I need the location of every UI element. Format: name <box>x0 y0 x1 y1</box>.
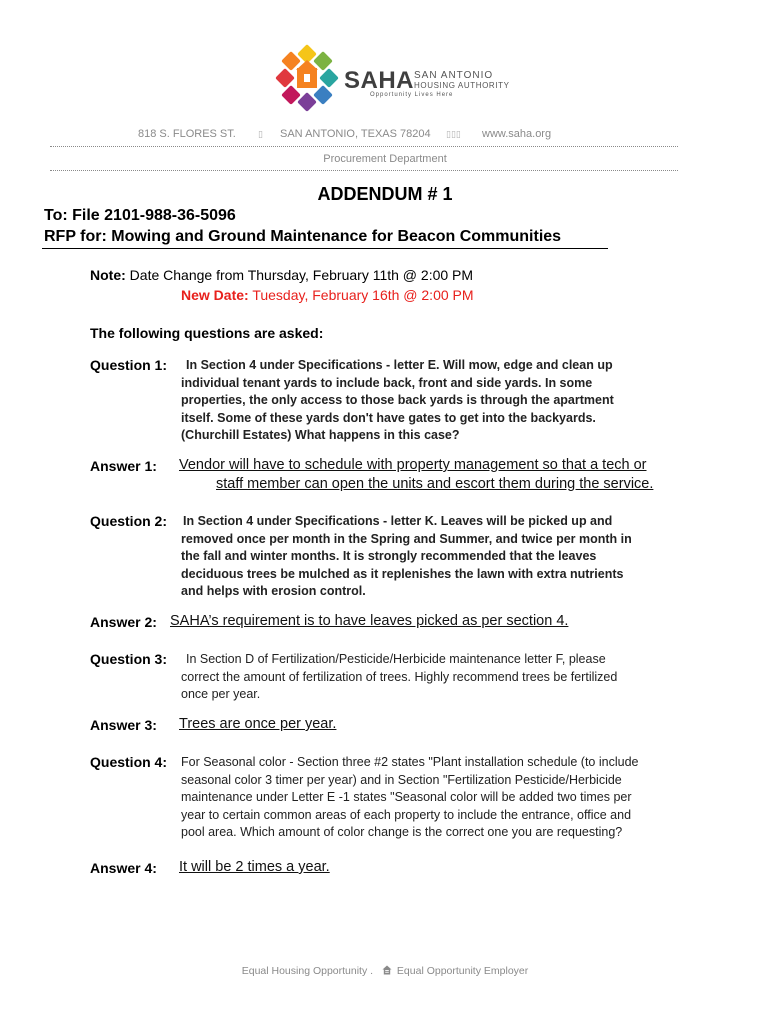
question-4-label: Question 4: <box>90 754 168 770</box>
street-address: 818 S. FLORES ST. <box>138 128 236 140</box>
question-2-line-5: and helps with erosion control. <box>181 584 366 598</box>
divider-top <box>50 146 678 147</box>
equal-opportunity-text: Equal Opportunity Employer <box>396 965 529 977</box>
answer-1-line-1: Vendor will have to schedule with property management so that a tech or <box>179 457 647 473</box>
equal-housing-icon <box>382 965 392 975</box>
answer-3-text: Trees are once per year. <box>179 716 337 732</box>
file-number: To: File 2101-988-36-5096 <box>44 207 236 224</box>
new-date-label: New Date: <box>181 287 249 303</box>
question-2-label: Question 2: <box>90 513 168 529</box>
question-3-line-1: In Section D of Fertilization/Pesticide/Herbicide maintenance letter F, please <box>186 652 606 666</box>
note-line <box>90 267 473 283</box>
website-link[interactable]: www.saha.org <box>482 128 552 140</box>
question-1-line-4: itself. Some of these yards don't have gates to get into the backyards. <box>181 410 596 425</box>
question-3-line-3: once per year. <box>181 687 261 701</box>
address-separator: ▯ <box>258 129 263 139</box>
question-4-line-3: maintenance under Letter E -1 states "Seasonal color will be added two times per <box>181 790 632 804</box>
new-date-text: Tuesday, February 16th @ 2:00 PM <box>248 287 474 303</box>
question-1-line-2: individual tenant yards to include back, front and side yards. In some <box>181 375 593 390</box>
question-4-line-4: year to certain common areas of each property to include the entrance, office and <box>181 807 632 822</box>
question-3-line-2: correct the amount of fertilization of trees. Highly recommend trees be fertilized <box>181 669 618 684</box>
divider-bottom <box>50 170 678 171</box>
logo-saha-text: SAHA <box>344 67 415 94</box>
note-label: Note: <box>90 267 126 283</box>
question-1-line-1: In Section 4 under Specifications - letter E. Will mow, edge and clean up <box>186 358 613 372</box>
org-tagline: Opportunity Lives Here <box>370 92 454 98</box>
answer-3-label: Answer 3: <box>90 717 157 733</box>
note-text: Date Change from Thursday, February 11th @ 2:00 PM <box>125 267 474 283</box>
question-4-line-5: pool area. Which amount of color change is the correct one you are requesting? <box>181 825 623 839</box>
footer-separator: . <box>370 965 374 977</box>
answer-4-text: It will be 2 times a year. <box>179 859 330 875</box>
department-name: Procurement Department <box>323 153 447 165</box>
rfp-subject: RFP for: Mowing and Ground Maintenance for Beacon Communities <box>44 228 562 245</box>
answer-4-label: Answer 4: <box>90 860 157 876</box>
question-2-line-1: In Section 4 under Specifications - letter K. Leaves will be picked up and <box>183 514 613 528</box>
question-4-line-2: seasonal color 3 timer per year) and in Section "Fertilization Pesticide/Herbicide <box>181 772 622 787</box>
question-3-label: Question 3: <box>90 651 168 667</box>
answer-1-line-2: staff member can open the units and escort them during the service. <box>216 476 654 492</box>
footer <box>0 965 770 977</box>
question-2-line-3: the fall and winter months. It is strongly recommended that the leaves <box>181 549 597 563</box>
website-separator: ▯▯▯ <box>446 129 461 139</box>
question-2-line-2: removed once per month in the Spring and Summer, and twice per month in <box>181 531 632 546</box>
subject-underline <box>42 248 608 249</box>
question-1-label: Question 1: <box>90 357 168 373</box>
answer-2-text: SAHA’s requirement is to have leaves picked as per section 4. <box>170 613 569 629</box>
answer-2-label: Answer 2: <box>90 614 157 630</box>
question-2-line-4: deciduous trees be mulched as it replenishes the lawn with extra nutrients <box>181 566 624 581</box>
org-name-line1: SAN ANTONIO <box>414 70 494 81</box>
saha-logo-icon <box>272 44 342 114</box>
document-title: ADDENDUM # 1 <box>317 184 453 204</box>
question-4-line-1: For Seasonal color - Section three #2 states "Plant installation schedule (to include <box>181 755 639 769</box>
question-1-line-3: properties, the only access to those back yards is through the apartment <box>181 393 614 407</box>
city-state-zip: SAN ANTONIO, TEXAS 78204 <box>280 128 431 140</box>
questions-intro: The following questions are asked: <box>90 325 324 341</box>
org-name-line2: HOUSING AUTHORITY <box>414 81 510 90</box>
new-date-line <box>181 287 474 303</box>
equal-housing-text: Equal Housing Opportunity <box>241 965 368 977</box>
question-1-line-5: (Churchill Estates) What happens in this case? <box>181 428 460 442</box>
answer-1-label: Answer 1: <box>90 458 157 474</box>
